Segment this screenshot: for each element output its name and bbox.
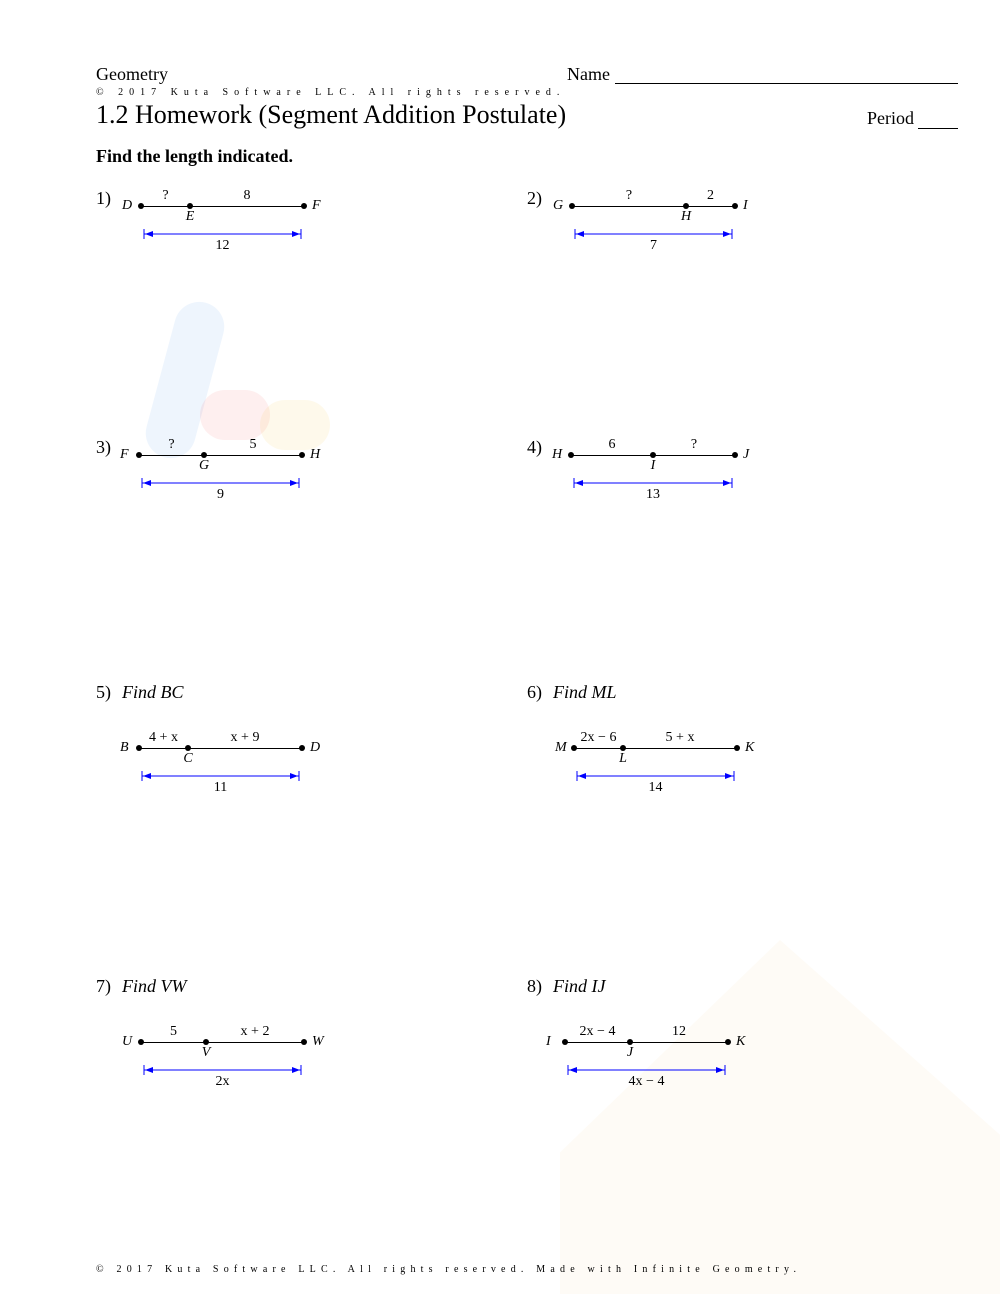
right-segment-length: 2 (707, 188, 714, 203)
point-dot (136, 745, 142, 751)
point-label: H (552, 447, 563, 462)
copyright-header: © 2017 Kuta Software LLC. All rights reserved. (96, 87, 566, 98)
point-label: W (312, 1034, 324, 1049)
left-segment-length: ? (168, 437, 175, 452)
point-dot (562, 1039, 568, 1045)
course-name: Geometry (96, 64, 168, 84)
point-label: I (650, 458, 656, 473)
total-length: 12 (215, 238, 230, 253)
point-label: H (680, 209, 692, 224)
problem-number: 7) (96, 976, 111, 996)
problem-prompt: Find BC (122, 682, 184, 702)
right-segment-length: 8 (243, 188, 251, 203)
segment-line (139, 455, 302, 456)
left-segment-length: ? (162, 188, 169, 203)
point-label: I (546, 1034, 551, 1049)
point-label: J (743, 447, 750, 462)
segment-line (141, 1042, 304, 1043)
point-label: B (120, 740, 129, 755)
point-label: U (122, 1034, 133, 1049)
point-label: M (555, 740, 567, 755)
point-dot (732, 203, 738, 209)
left-segment-length: 6 (608, 437, 616, 452)
right-segment-length: 12 (672, 1024, 686, 1039)
left-segment-length: 2x − 6 (580, 730, 617, 745)
watermark-shape (200, 390, 270, 440)
problem-number: 6) (527, 682, 542, 702)
problem-prompt: Find ML (553, 682, 617, 702)
segment-line (572, 206, 735, 207)
right-segment-length: x + 2 (240, 1024, 270, 1039)
point-label: D (122, 198, 133, 213)
point-dot (138, 203, 144, 209)
watermark-shape (260, 400, 330, 450)
point-label: H (310, 447, 321, 462)
problem-number: 3) (96, 437, 111, 457)
point-dot (299, 745, 305, 751)
total-length: 13 (646, 487, 660, 502)
point-dot (569, 203, 575, 209)
point-label: G (553, 198, 564, 213)
left-segment-length: 2x − 4 (579, 1024, 616, 1039)
point-label: K (736, 1034, 746, 1049)
problem-number: 8) (527, 976, 542, 996)
point-dot (571, 745, 577, 751)
problem-prompt: Find IJ (553, 976, 606, 996)
point-label: K (745, 740, 755, 755)
point-dot (299, 452, 305, 458)
point-label: L (619, 751, 627, 766)
point-dot (732, 452, 738, 458)
segment-line (574, 748, 737, 749)
point-dot (138, 1039, 144, 1045)
name-label: Name (567, 64, 610, 84)
right-segment-length: 5 (249, 437, 257, 452)
point-dot (301, 203, 307, 209)
point-label: F (120, 447, 129, 462)
point-label: I (743, 198, 748, 213)
point-dot (136, 452, 142, 458)
point-label: D (310, 740, 321, 755)
segment-line (139, 748, 302, 749)
name-field[interactable] (615, 83, 958, 84)
problem-number: 4) (527, 437, 542, 457)
segment-line (565, 1042, 728, 1043)
total-length: 2x (215, 1074, 230, 1089)
point-label: F (312, 198, 321, 213)
left-segment-length: 4 + x (149, 730, 178, 745)
right-segment-length: x + 9 (230, 730, 260, 745)
footer-copyright: © 2017 Kuta Software LLC. All rights reserved. Made with Infinite Geometry. (96, 1264, 802, 1275)
segment-line (141, 206, 304, 207)
point-dot (734, 745, 740, 751)
watermark-shape (560, 940, 1000, 1294)
problem-number: 1) (96, 188, 111, 208)
right-segment-length: ? (690, 437, 698, 452)
total-length: 4x − 4 (628, 1074, 665, 1089)
period-field[interactable] (918, 128, 958, 129)
period-label: Period (867, 108, 914, 128)
page-title: 1.2 Homework (Segment Addition Postulate) (96, 100, 567, 129)
problem-number: 5) (96, 682, 111, 702)
point-dot (568, 452, 574, 458)
total-length: 11 (213, 780, 228, 795)
point-label: G (198, 458, 210, 473)
total-length: 7 (650, 238, 657, 253)
point-dot (725, 1039, 731, 1045)
left-segment-length: ? (625, 188, 633, 203)
point-label: V (201, 1045, 211, 1060)
total-length: 9 (217, 487, 224, 502)
instructions: Find the length indicated. (96, 146, 294, 166)
right-segment-length: 5 + x (665, 730, 695, 745)
point-label: C (183, 751, 193, 766)
problem-number: 2) (527, 188, 542, 208)
point-dot (301, 1039, 307, 1045)
point-label: E (185, 209, 195, 224)
left-segment-length: 5 (170, 1024, 177, 1039)
problem-prompt: Find VW (122, 976, 187, 996)
point-label: J (626, 1045, 634, 1060)
total-length: 14 (648, 780, 663, 795)
